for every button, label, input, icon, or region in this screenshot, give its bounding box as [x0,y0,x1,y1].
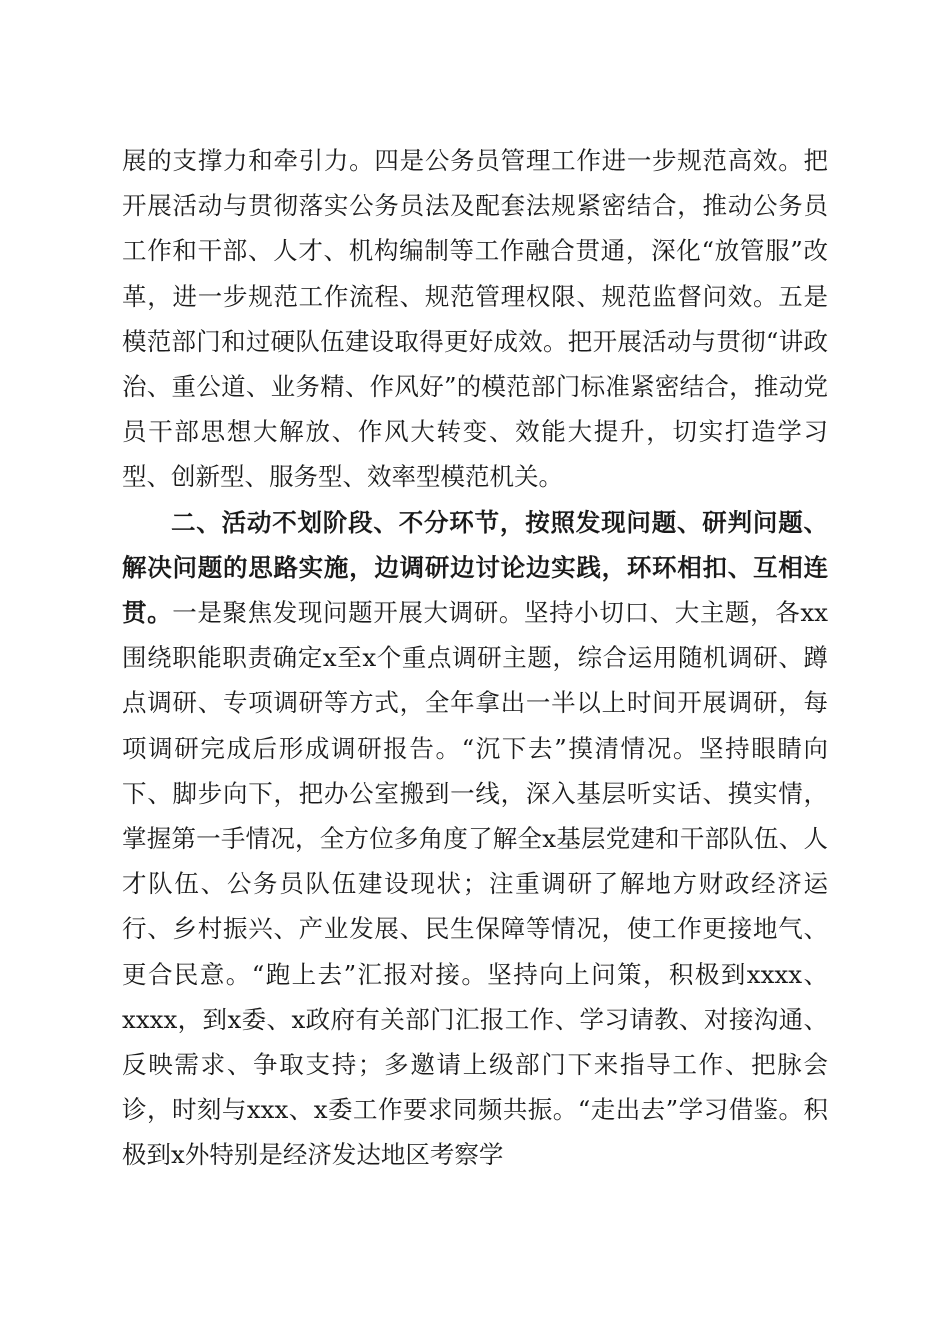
document-body [122,138,828,1178]
section-heading: 二、活动不划阶段、不分环节，按照发现问题、研判问题、解决问题的思路实施，边调研边讨论边实践，环环相扣、互相连贯。 [122,507,828,628]
paragraph-section-two [122,500,828,1178]
section-body: 一是聚焦发现问题开展大调研。坚持小切口、大主题，各xx围绕职能职责确定x至x个重点调研主题，综合运用随机调研、蹲点调研、专项调研等方式，全年拿出一半以上时间开展调研，每项调研完成后形成调研报告。“沉下去”摸清情况。坚持眼睛向下、脚步向下，把办公室搬到一线，深入基层听实话、摸实情，掌握第一手情况，全方位多角度了解全x基层党建和干部队伍、人才队伍、公务员队伍建设现状；注重调研了解地方财政经济运行、乡村振兴、产业发展、民生保障等情况，使工作更接地气、更合民意。“跑上去”汇报对接。坚持向上问策，积极到xxxx、xxxx，到x委、x政府有关部门汇报工作、学习请教、对接沟通、反映需求、争取支持；多邀请上级部门下来指导工作、把脉会诊，时刻与xxx、x委工作要求同频共振。“走出去”学习借鉴。积极到x外特别是经济发达地区考察学 [122,598,828,1170]
paragraph-continuation: 展的支撑力和牵引力。四是公务员管理工作进一步规范高效。把开展活动与贯彻落实公务员法及配套法规紧密结合，推动公务员工作和干部、人才、机构编制等工作融合贯通，深化“放管服”改革，进一步规范工作流程、规范管理权限、规范监督问效。五是模范部门和过硬队伍建设取得更好成效。把开展活动与贯彻“讲政治、重公道、业务精、作风好”的模范部门标准紧密结合，推动党员干部思想大解放、作风大转变、效能大提升，切实打造学习型、创新型、服务型、效率型模范机关。 [122,146,828,492]
